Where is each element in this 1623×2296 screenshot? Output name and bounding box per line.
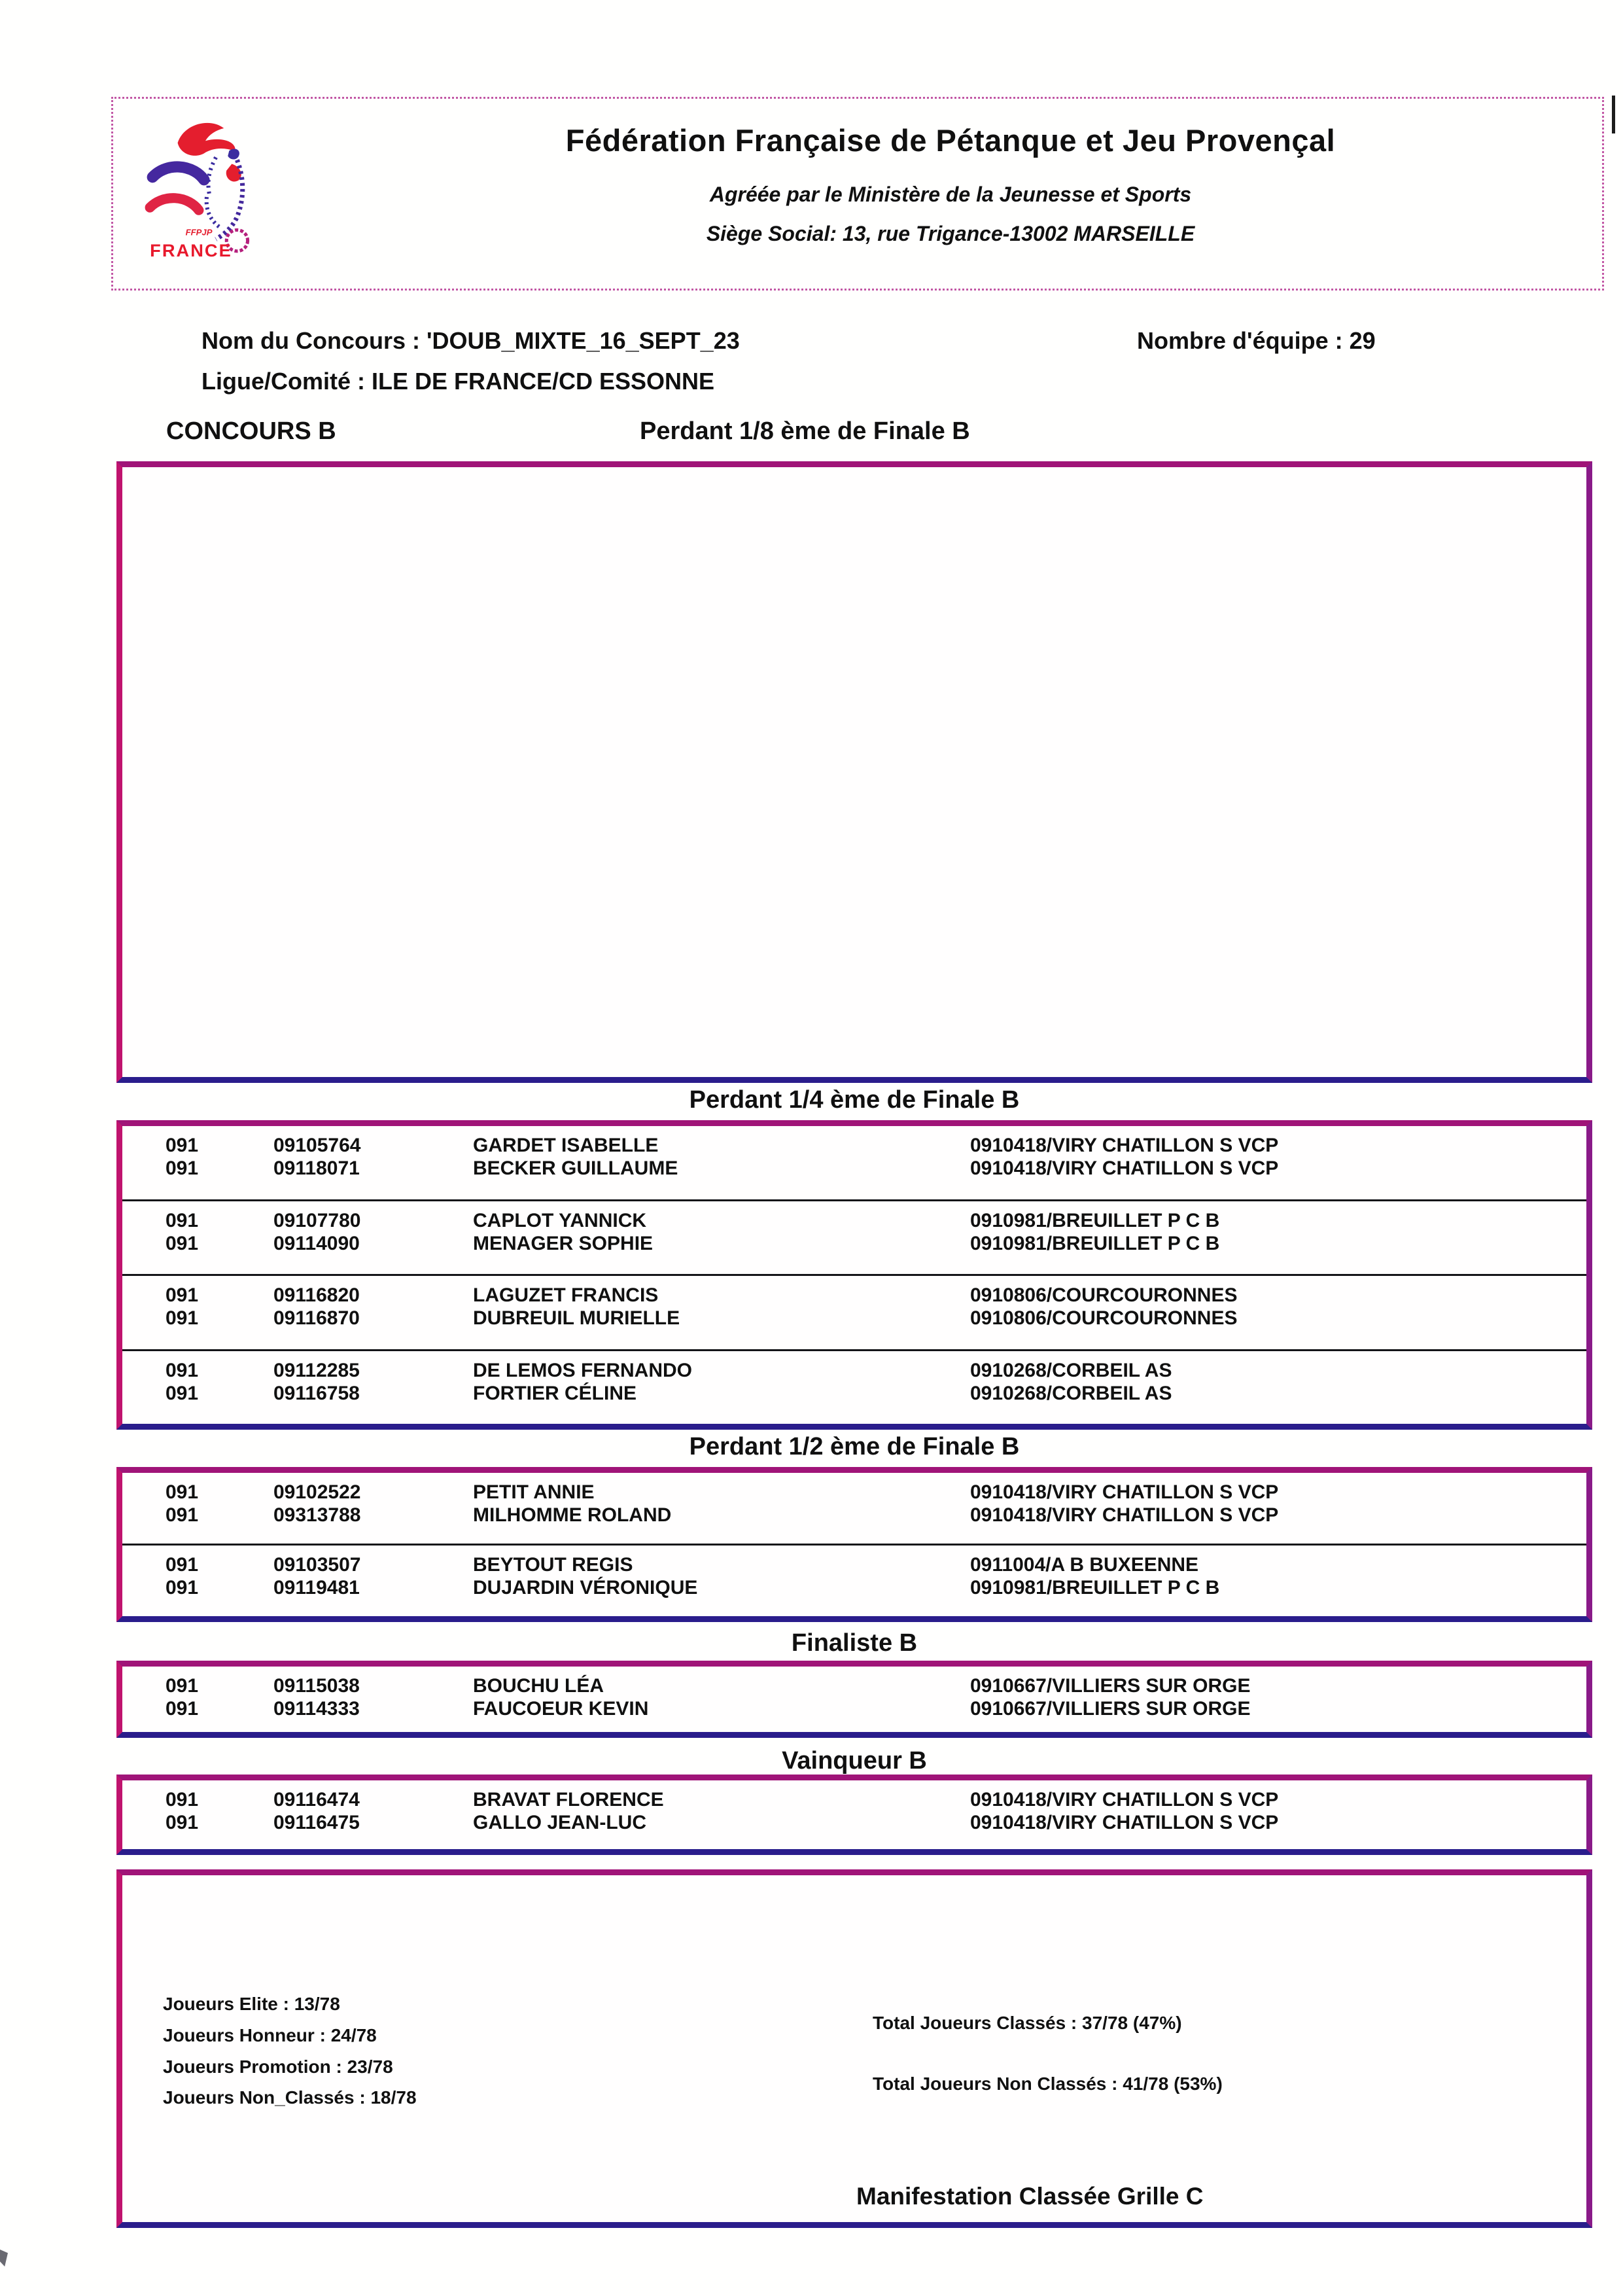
federation-address-line: Siège Social: 13, rue Trigance-13002 MARSEILLE [706,222,1195,245]
player-club: 0910981/BREUILLET P C B [970,1232,1220,1254]
player-licence: 09116870 [273,1307,360,1329]
player-name: BECKER GUILLAUME [473,1157,678,1179]
player-name: GARDET ISABELLE [473,1135,659,1156]
team-pair [122,1667,1586,1732]
player-row [166,1697,1586,1720]
player-club: 0910418/VIRY CHATILLON S VCP [970,1812,1279,1833]
player-row [166,1157,1586,1180]
scan-artifact-bottom-left [0,2250,8,2267]
team-pair [122,1276,1586,1349]
player-club: 0910667/VILLIERS SUR ORGE [970,1698,1251,1720]
round-title-finalist: Finaliste B [791,1629,918,1657]
player-row [166,1576,1586,1599]
team-pair [122,1473,1586,1544]
player-dept: 091 [166,1157,199,1179]
scan-artifact-top-right [1612,96,1615,133]
player-club: 0910418/VIRY CHATILLON S VCP [970,1504,1279,1526]
player-dept: 091 [166,1359,199,1381]
player-name: DUJARDIN VÉRONIQUE [473,1577,698,1598]
player-dept: 091 [166,1284,199,1306]
round-title-eighth: Perdant 1/8 ème de Finale B [640,417,970,445]
player-dept: 091 [166,1135,199,1156]
player-licence: 09114090 [273,1232,360,1254]
player-dept: 091 [166,1209,199,1231]
player-licence: 09118071 [273,1157,360,1179]
player-club: 0910418/VIRY CHATILLON S VCP [970,1789,1279,1810]
player-name: GALLO JEAN-LUC [473,1812,646,1833]
stat-total-non-classes: Total Joueurs Non Classés : 41/78 (53%) [873,2074,1223,2094]
player-club: 0910806/COURCOURONNES [970,1307,1238,1329]
player-club: 0910418/VIRY CHATILLON S VCP [970,1481,1279,1503]
round-box-finalist [116,1661,1592,1738]
player-name: FAUCOEUR KEVIN [473,1698,649,1720]
player-row [166,1504,1586,1527]
player-club: 0910268/CORBEIL AS [970,1382,1172,1404]
statistics-box [116,1869,1592,2228]
player-dept: 091 [166,1577,199,1598]
player-club: 0911004/A B BUXEENNE [970,1554,1199,1576]
logo-ffpjp-label: FFPJP [185,227,213,238]
player-row [166,1788,1586,1811]
player-row [166,1674,1586,1697]
player-dept: 091 [166,1675,199,1697]
stat-joueurs-elite: Joueurs Elite : 13/78 [163,1994,340,2014]
rooster-beak-shape [228,149,239,159]
player-licence: 09116758 [273,1382,360,1404]
round-box-eighth [116,461,1592,1083]
logo-france-label: FRANCE [150,239,232,260]
player-club: 0910418/VIRY CHATILLON S VCP [970,1157,1279,1179]
player-licence: 09313788 [273,1504,361,1526]
player-dept: 091 [166,1554,199,1576]
player-licence: 09119481 [273,1577,360,1598]
federation-title: Fédération Française de Pétanque et Jeu Provençal [565,123,1336,158]
player-row [166,1134,1586,1157]
stat-joueurs-promotion: Joueurs Promotion : 23/78 [163,2057,393,2077]
player-row [166,1284,1586,1307]
player-row [166,1382,1586,1405]
player-dept: 091 [166,1789,199,1810]
stat-joueurs-non-classes: Joueurs Non_Classés : 18/78 [163,2087,417,2108]
player-row [166,1209,1586,1232]
player-dept: 091 [166,1481,199,1503]
player-row [166,1232,1586,1255]
player-licence: 09103507 [273,1554,361,1576]
player-name: FORTIER CÉLINE [473,1382,637,1404]
player-licence: 09116820 [273,1284,360,1306]
player-licence: 09116474 [273,1789,360,1810]
player-name: CAPLOT YANNICK [473,1209,647,1231]
player-club: 0910418/VIRY CHATILLON S VCP [970,1135,1279,1156]
round-box-winner [116,1775,1592,1855]
player-licence: 09102522 [273,1481,361,1503]
player-dept: 091 [166,1504,199,1526]
player-name: MENAGER SOPHIE [473,1232,654,1254]
player-licence: 09105764 [273,1135,361,1156]
round-box-half [116,1467,1592,1622]
player-licence: 09115038 [273,1675,360,1697]
team-pair [122,1201,1586,1275]
player-row [166,1359,1586,1382]
player-name: BRAVAT FLORENCE [473,1789,664,1810]
concours-name-line: Nom du Concours : 'DOUB_MIXTE_16_SEPT_23 [201,327,740,354]
round-title-half: Perdant 1/2 ème de Finale B [689,1433,1020,1460]
team-pair [122,1351,1586,1424]
player-row [166,1811,1586,1834]
federation-agreement-line: Agréée par le Ministère de la Jeunesse et Sports [709,183,1192,206]
round-title-winner: Vainqueur B [782,1747,927,1775]
player-row [166,1307,1586,1330]
player-licence: 09107780 [273,1209,361,1231]
player-club: 0910981/BREUILLET P C B [970,1577,1220,1598]
concours-b-label: CONCOURS B [166,417,336,445]
player-dept: 091 [166,1812,199,1833]
player-dept: 091 [166,1382,199,1404]
player-name: DUBREUIL MURIELLE [473,1307,680,1329]
ligue-comite-line: Ligue/Comité : ILE DE FRANCE/CD ESSONNE [201,368,715,395]
player-club: 0910981/BREUILLET P C B [970,1209,1220,1231]
stat-total-classes: Total Joueurs Classés : 37/78 (47%) [873,2013,1182,2033]
round-box-quarter [116,1120,1592,1430]
player-dept: 091 [166,1307,199,1329]
player-licence: 09112285 [273,1359,360,1381]
player-row [166,1553,1586,1576]
player-club: 0910268/CORBEIL AS [970,1359,1172,1381]
player-name: DE LEMOS FERNANDO [473,1359,693,1381]
player-dept: 091 [166,1698,199,1720]
player-club: 0910667/VILLIERS SUR ORGE [970,1675,1251,1697]
player-name: BOUCHU LÉA [473,1675,604,1697]
player-name: LAGUZET FRANCIS [473,1284,659,1306]
team-pair [122,1545,1586,1616]
player-name: PETIT ANNIE [473,1481,595,1503]
player-dept: 091 [166,1232,199,1254]
team-pair [122,1126,1586,1199]
team-pair [122,1780,1586,1849]
player-club: 0910806/COURCOURONNES [970,1284,1238,1306]
ffpjp-rooster-logo [138,116,277,275]
stat-joueurs-honneur: Joueurs Honneur : 24/78 [163,2025,377,2045]
federation-header-box [111,97,1604,291]
round-title-quarter: Perdant 1/4 ème de Finale B [689,1086,1020,1114]
manifestation-grille-label: Manifestation Classée Grille C [856,2183,1204,2210]
player-row [166,1481,1586,1504]
team-count-line: Nombre d'équipe : 29 [1137,327,1376,354]
player-licence: 09116475 [273,1812,360,1833]
player-name: BEYTOUT REGIS [473,1554,633,1576]
player-name: MILHOMME ROLAND [473,1504,672,1526]
player-licence: 09114333 [273,1698,360,1720]
